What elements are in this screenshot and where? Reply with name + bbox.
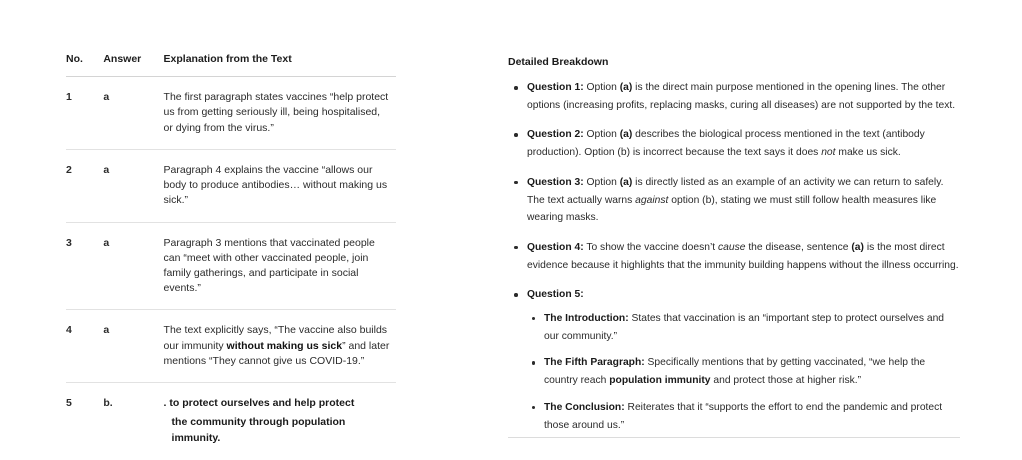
question-label: Question 3:: [527, 176, 584, 188]
sub-list: [527, 310, 960, 434]
cell-no: 3: [66, 222, 103, 310]
column-header-no: No.: [66, 52, 103, 77]
explanation-pre: The text explicitly says, “The vaccine also builds our immunity: [163, 324, 388, 352]
cell-answer: a: [103, 149, 163, 222]
text-italic: against: [635, 194, 669, 206]
table-row: [66, 222, 396, 310]
cell-explanation: The first paragraph states vaccines “help protect us from getting seriously ill, being hospitalised, or dying from the virus.”: [164, 77, 396, 150]
option-bold: (a): [619, 176, 633, 188]
sub-item-text: States that vaccination is an “important step to protect ourselves and our community.”: [544, 313, 945, 342]
text-italic: not: [821, 147, 836, 159]
sub-item-label: The Conclusion:: [544, 401, 625, 413]
cell-answer: b.: [103, 397, 113, 410]
sub-item-emphasis: population immunity: [609, 375, 711, 387]
sub-item-text: Reiterates that it “supports the effort to end the pandemic and protect those around us.”: [544, 401, 943, 431]
text-mid: the disease, sentence: [745, 241, 852, 253]
section-title: Detailed Breakdown: [508, 56, 609, 68]
list-item: [508, 126, 960, 161]
table-row: [66, 77, 396, 150]
explanation-line-2: the community through population immunity.: [171, 416, 346, 444]
cell-explanation: Paragraph 4 explains the vaccine “allows our body to produce antibodies… without making us sick.”: [164, 149, 396, 222]
list-item: [527, 354, 960, 389]
table-row: [66, 149, 396, 222]
option-bold: (a): [619, 82, 633, 93]
text-post: is the direct main purpose mentioned in the opening lines. The other options (increasing profits, replacing masks, curing all diseases) are not supported by the text.: [527, 82, 956, 111]
text-post: option (b), stating we must still follow health measures like wearing masks.: [527, 194, 937, 224]
list-item: [508, 79, 960, 114]
text-pre: Option: [583, 129, 620, 141]
text-post: is the most direct evidence because it highlights that the immunity building happens without the illness occurring.: [527, 241, 959, 271]
question-label: Question 4:: [527, 241, 584, 253]
table-row: [66, 310, 396, 383]
list-item: [527, 399, 960, 434]
breakdown-list: [508, 79, 960, 434]
question-label: Question 2:: [527, 129, 584, 141]
cell-no: 5: [66, 397, 72, 410]
cell-no: 4: [66, 310, 103, 383]
cell-explanation: [164, 383, 396, 459]
cell-answer: a: [103, 222, 163, 310]
list-item: [508, 239, 960, 274]
question-label: Question 5:: [527, 289, 584, 301]
sub-item-label: The Fifth Paragraph:: [544, 357, 645, 369]
text-mid: is directly listed as an example of an activity we can return to safely. The text actually warns: [527, 176, 944, 206]
cell-explanation: [164, 310, 396, 383]
text-post: make us sick.: [835, 147, 901, 159]
explanation-post: ” and later mentions “They cannot give us COVID-19.”: [163, 339, 390, 367]
cell-no: 1: [66, 77, 103, 150]
text-mid: describes the biological process mentioned in the text (antibody production). Option (b) is incorrect because the text says it does: [527, 129, 925, 159]
cell-answer: a: [103, 310, 163, 383]
answers-table-container: [66, 52, 396, 459]
cell-explanation: Paragraph 3 mentions that vaccinated people can “meet with other vaccinated people, join family gatherings, and participate in social events.”: [164, 222, 396, 310]
column-header-answer: Answer: [103, 52, 163, 77]
text-pre: Option: [583, 176, 620, 188]
list-item: [527, 310, 960, 345]
option-bold: (a): [619, 129, 633, 141]
sub-item-post: and protect those at higher risk.”: [710, 375, 862, 387]
sub-item-pre: Specifically mentions that by getting vaccinated, “we help the country reach: [544, 357, 926, 387]
text-italic: cause: [717, 241, 746, 253]
bottom-divider: [508, 437, 960, 438]
explanation-bold: without making us sick: [226, 339, 343, 352]
list-item: [508, 286, 960, 434]
sub-item-label: The Introduction:: [544, 313, 629, 325]
explanation-line-1: . to protect ourselves and help protect: [163, 397, 355, 410]
list-item: [508, 174, 960, 227]
column-header-explanation: Explanation from the Text: [164, 52, 396, 77]
answers-table: [66, 52, 396, 459]
cell-answer: a: [103, 77, 163, 150]
text-pre: Option: [583, 82, 620, 93]
table-row: [66, 383, 396, 459]
question-label: Question 1:: [527, 82, 584, 93]
option-bold: (a): [851, 241, 864, 253]
table-header-row: [66, 52, 396, 77]
text-pre: To show the vaccine doesn’t: [583, 241, 718, 253]
cell-no: 2: [66, 149, 103, 222]
detailed-breakdown-section: [508, 56, 960, 446]
